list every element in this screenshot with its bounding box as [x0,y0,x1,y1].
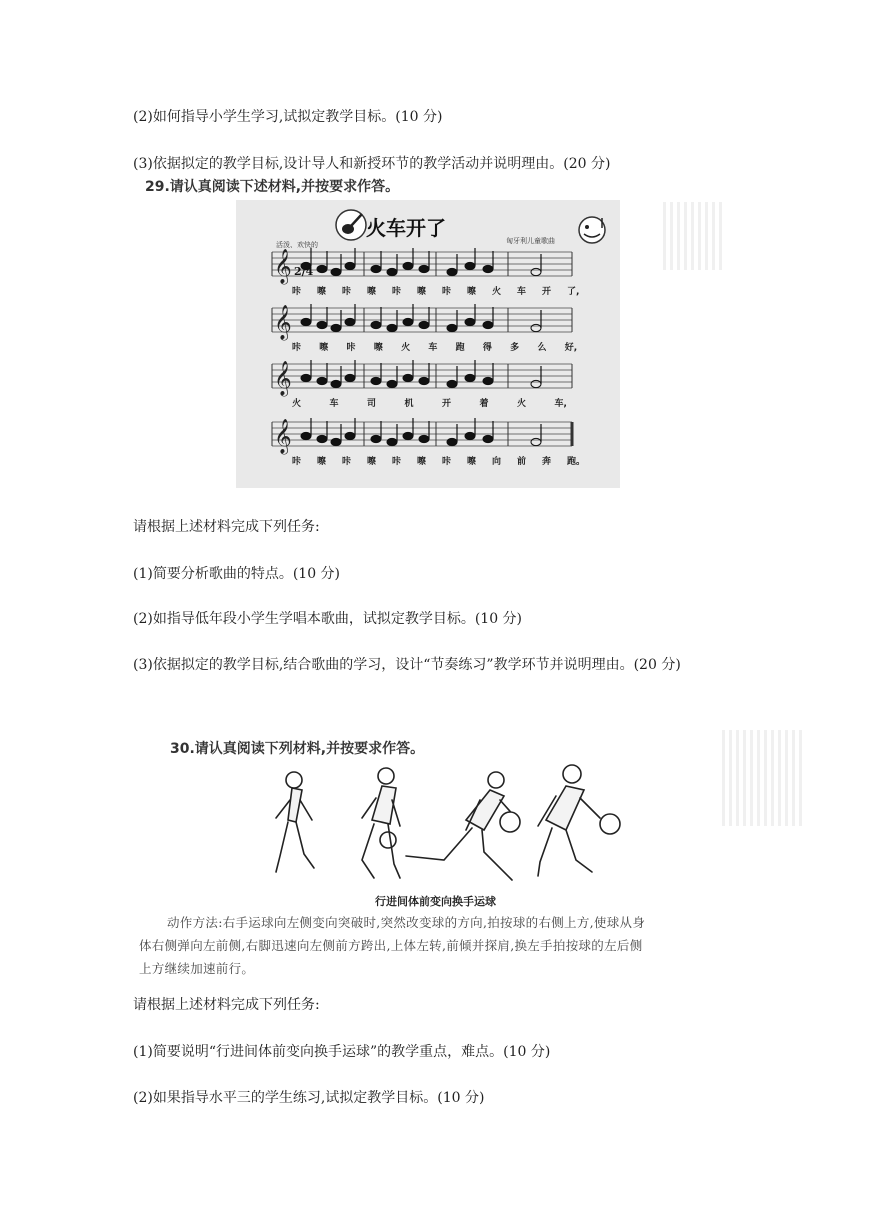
note-head [387,438,397,445]
note-head [465,374,475,381]
lyric-syllable: 好, [564,343,578,353]
music-score-image [236,200,620,488]
lyric-syllable: 前 [517,457,527,467]
treble-clef-icon: 𝄞 [274,361,292,396]
note-head [419,321,429,328]
note-head [301,432,311,439]
lyric-syllable: 嚓 [373,343,383,353]
lyric-syllable: 嚓 [417,457,427,467]
lyric-syllable: 司 [367,399,377,409]
lyric-syllable: 开 [542,287,552,297]
q30-heading: 30.请认真阅读下列材料,并按要求作答。 [170,741,425,757]
note-head [317,377,327,384]
lyric-syllable: 嚓 [317,457,327,467]
q29-task2: (2)如指导低年段小学生学唱本歌曲，试拟定教学目标。(10 分) [133,611,523,627]
note-head [447,438,457,445]
q29-heading: 29.请认真阅读下述材料,并按要求作答。 [145,179,400,195]
lyric-syllable: 火 [401,343,411,353]
desc-line-2: 体右侧弹向左前侧,右脚迅速向左侧前方跨出,上体左转,前倾并探肩,换左手拍按球的左后侧 [139,938,643,953]
treble-clef-icon: 𝄞 [274,305,292,340]
note-head [403,318,413,325]
note-head [331,438,341,445]
note-head [345,318,355,325]
note-head [465,432,475,439]
lyric-syllable: 开 [442,399,452,409]
lyric-syllable: 嚓 [319,343,329,353]
lyric-syllable: 咔 [442,457,452,467]
scan-artifact-2 [722,730,806,826]
note-head [387,380,397,387]
lyric-syllable: 么 [537,343,547,353]
note-head [345,374,355,381]
note-head [465,318,475,325]
basketball-players-icon [266,760,632,900]
note-head [317,435,327,442]
note-head [371,377,381,384]
lyric-syllable: 咔 [392,287,402,297]
time-signature: 2/4 [294,265,314,278]
q28-task3: (3)依据拟定的教学目标,设计导人和新授环节的教学活动并说明理由。(20 分) [133,156,611,172]
note-head [403,374,413,381]
note-head [531,324,541,331]
note-head [419,265,429,272]
lyric-syllable: 咔 [292,457,302,467]
note-head [403,432,413,439]
lyric-syllable: 嚓 [417,287,427,297]
lyric-syllable: 咔 [442,287,452,297]
lyric-syllable: 嚓 [467,287,477,297]
note-head [371,435,381,442]
note-head [331,324,341,331]
note-head [317,321,327,328]
treble-clef-icon: 𝄞 [274,249,292,284]
desc-line-1: 动作方法:右手运球向左侧变向突破时,突然改变球的方向,拍按球的右侧上方,使球从身 [167,915,646,930]
lyric-syllable: 嚓 [367,287,377,297]
lyric-syllable: 着 [479,399,489,409]
note-head [531,438,541,445]
note-head [483,265,493,272]
note-head [447,324,457,331]
lyric-syllable: 多 [510,343,520,353]
note-head [345,432,355,439]
scan-artifact [663,202,725,270]
lyric-syllable: 嚓 [367,457,377,467]
lyric-syllable: 车 [329,399,339,409]
lyric-syllable: 了, [567,287,580,297]
note-head [483,377,493,384]
note-head [447,268,457,275]
note-head [387,324,397,331]
note-head [317,265,327,272]
song-title: 火车开了 [366,216,446,240]
note-head [331,268,341,275]
q30-task2: (2)如果指导水平三的学生练习,试拟定教学目标。(10 分) [133,1090,485,1106]
lyric-syllable: 火 [292,399,302,409]
q30-task1: (1)简要说明“行进间体前变向换手运球”的教学重点，难点。(10 分) [133,1044,551,1060]
q29-intro: 请根据上述材料完成下列任务: [133,519,320,535]
note-head [419,435,429,442]
q29-task3: (3)依据拟定的教学目标,结合歌曲的学习，设计“节奏练习”教学环节并说明理由。(20 分) [133,657,681,673]
lyric-syllable: 咔 [346,343,356,353]
note-head [483,435,493,442]
figure-caption: 行进间体前变向换手运球 [375,895,496,908]
lyric-syllable: 机 [404,399,414,409]
note-head [301,318,311,325]
lyric-syllable: 跑。 [567,457,586,467]
lyric-syllable: 奔 [542,457,552,467]
lyric-syllable: 车, [554,399,567,409]
lyric-syllable: 咔 [292,343,302,353]
lyric-syllable: 咔 [392,457,402,467]
note-head [483,321,493,328]
note-head [531,380,541,387]
lyric-syllable: 咔 [342,287,352,297]
lyric-syllable: 跑 [455,343,465,353]
lyric-syllable: 火 [492,287,502,297]
note-head [331,380,341,387]
note-head [465,262,475,269]
note-head [403,262,413,269]
lyric-syllable: 车 [428,343,438,353]
note-head [447,380,457,387]
dribbling-illustration [266,760,632,900]
note-head [531,268,541,275]
lyric-syllable: 向 [492,457,502,467]
note-head [419,377,429,384]
lyric-syllable: 嚓 [317,287,327,297]
note-head [301,374,311,381]
q29-task1: (1)简要分析歌曲的特点。(10 分) [133,566,341,582]
note-head [387,268,397,275]
song-tempo: 活泼、欢快的 [276,241,318,249]
lyric-syllable: 火 [517,399,527,409]
q28-task2: (2)如何指导小学生学习,试拟定教学目标。(10 分) [133,109,443,125]
lyric-syllable: 嚓 [467,457,477,467]
note-head [371,265,381,272]
lyric-syllable: 咔 [292,287,302,297]
lyric-syllable: 咔 [342,457,352,467]
lyric-syllable: 车 [517,287,527,297]
lyric-syllable: 得 [482,343,492,353]
song-credit: 匈牙利儿童歌曲 [506,237,555,245]
note-head [345,262,355,269]
desc-line-3: 上方继续加速前行。 [139,961,255,976]
q30-intro: 请根据上述材料完成下列任务: [133,997,320,1013]
note-head [371,321,381,328]
treble-clef-icon: 𝄞 [274,419,292,454]
